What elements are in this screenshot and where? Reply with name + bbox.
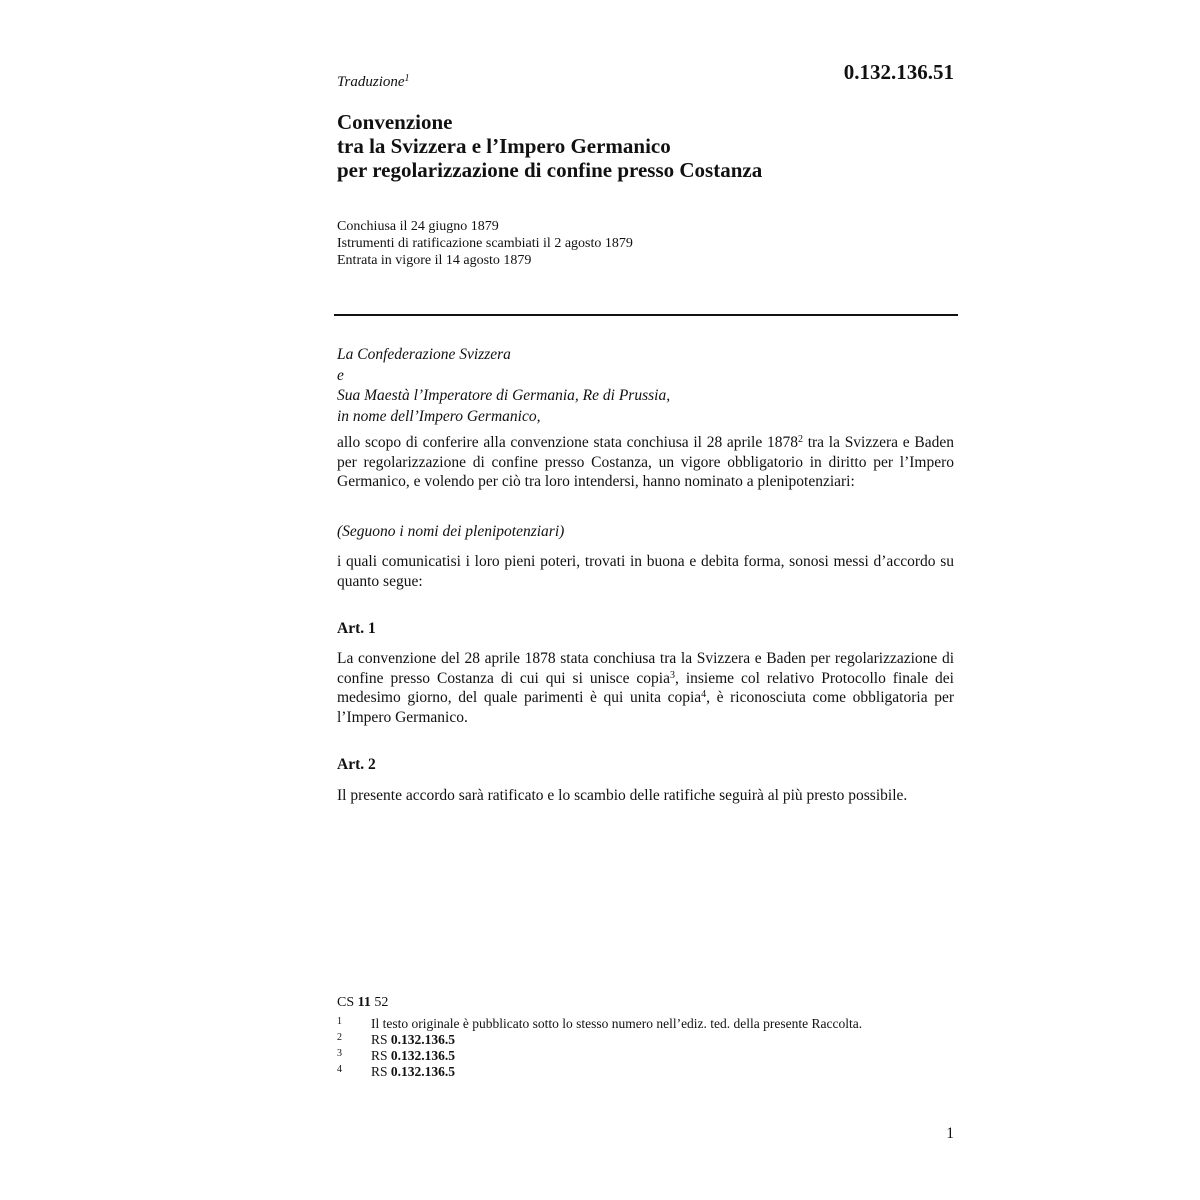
footnote-3-link[interactable]: 0.132.136.5 [390,1048,456,1063]
preamble-text-before: allo scopo di conferire alla convenzione stata conchiusa il 28 aprile 1878 [337,434,798,451]
article-2-heading: Art. 2 [337,756,376,773]
preamble-paragraph [337,433,954,492]
footnote-2-text [371,1032,931,1048]
contracting-parties [337,345,954,427]
footnote-ref-2[interactable]: 2 [797,434,803,445]
article-1-heading: Art. 1 [337,620,376,637]
document-dates [337,218,954,269]
article-2-text: Il presente accordo sarà ratificato e lo scambio delle ratifiche seguirà al più presto possibile. [337,787,908,804]
cs-reference [337,995,388,1011]
article-1-part-2: , insieme col relativo Protocollo finale dei medesimo giorno, del quale parimenti è qui unita copia [337,669,954,706]
footnote-ref-4[interactable]: 4 [701,689,707,700]
cs-prefix: CS [337,995,355,1010]
footnote-4-text [371,1064,931,1080]
date-ratification: Istrumenti di ratificazione scambiati il 2 agosto 1879 [337,236,633,251]
translation-label [337,74,410,91]
sr-number: 0.132.136.51 [843,60,954,84]
party-line-4: in nome dell’Impero Germanico, [337,407,541,425]
full-powers-paragraph: i quali comunicatisi i loro pieni poteri, trovati in buona e debita forma, sonosi messi d’accordo su quanto segue: [337,553,954,590]
date-in-force: Entrata in vigore il 14 agosto 1879 [337,253,532,268]
footnote-2-link[interactable]: 0.132.136.5 [390,1032,456,1047]
footnotes [337,1016,954,1080]
title-line-1: Convenzione [337,110,453,134]
footnote-3 [337,1048,954,1064]
cs-page: 52 [374,995,389,1010]
title-line-2: tra la Svizzera e l’Impero Germanico [337,134,671,158]
footnote-3-number: 3 [337,1048,342,1059]
footnote-ref-1[interactable]: 1 [404,73,410,84]
footnote-1-number: 1 [337,1016,342,1027]
plenipotentiaries-note: (Seguono i nomi dei plenipotenziari) [337,523,565,540]
footnote-ref-3[interactable]: 3 [669,669,675,681]
footnote-4-prefix: RS [371,1064,388,1079]
footnote-2 [337,1032,954,1048]
footnote-1-text: Il testo originale è pubblicato sotto lo stesso numero nell’ediz. ted. della presente Raccolta. [371,1016,863,1031]
title-line-3: per regolarizzazione di confine presso Costanza [337,158,763,182]
party-line-2: e [337,366,344,384]
footnote-3-prefix: RS [371,1048,388,1063]
date-concluded: Conchiusa il 24 giugno 1879 [337,219,499,234]
preamble-text-after: tra la Svizzera e Baden per regolarizzazione di confine presso Costanza, un vigore obbligatorio in diritto per l’Impero Germanico, e volendo per ciò tra loro intendersi, hanno nominato a plenipotenziari: [337,434,954,490]
footnote-4 [337,1064,954,1080]
translation-label-text: Traduzione [337,74,405,90]
footnote-4-number: 4 [337,1064,342,1075]
document-title [337,110,954,182]
footnote-1 [337,1016,954,1032]
article-1-part-1: La convenzione del 28 aprile 1878 stata conchiusa tra la Svizzera e Baden per regolarizzazione di confine presso Costanza di cui qui si unisce copia [337,650,954,687]
page-number: 1 [946,1125,954,1142]
party-line-3: Sua Maestà l’Imperatore di Germania, Re di Prussia, [337,387,671,404]
party-line-1: La Confederazione Svizzera [337,346,511,363]
cs-volume: 11 [357,995,371,1010]
footnote-3-text [371,1048,931,1064]
article-1-text [337,649,954,727]
footnote-2-prefix: RS [371,1032,388,1047]
footnote-2-number: 2 [337,1032,342,1043]
header-divider [334,314,958,316]
article-1-part-3: , è riconosciuta come obbligatoria per l’Impero Germanico. [337,689,954,726]
footnote-4-link[interactable]: 0.132.136.5 [390,1064,456,1079]
